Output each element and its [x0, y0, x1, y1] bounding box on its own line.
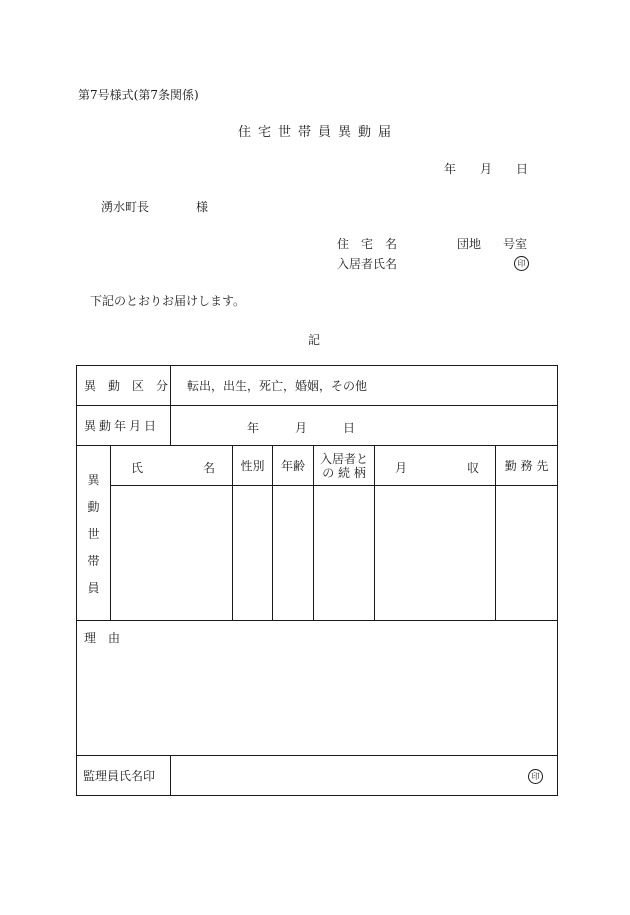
change-date-day: 日 [343, 421, 356, 435]
col-header-name [111, 446, 233, 486]
change-date-value-cell[interactable] [171, 406, 558, 446]
house-name-label: 住 宅 名 [337, 237, 398, 251]
members-vertical-label [77, 471, 110, 596]
members-header-row [77, 446, 558, 486]
form-title: 住宅世帯員異動届 [238, 125, 399, 140]
date-day: 日 [516, 162, 529, 176]
member-work-entry[interactable] [496, 486, 558, 621]
addressee-name: 湧水町長 [101, 200, 150, 214]
member-age-entry[interactable] [273, 486, 314, 621]
change-date-label: 異動年月日 [84, 419, 160, 433]
col-header-work [496, 446, 558, 486]
member-income-entry[interactable] [375, 486, 496, 621]
change-type-label: 異 動 区 分 [84, 379, 169, 393]
col-income-2: 収 [467, 461, 480, 475]
change-type-row [77, 366, 558, 406]
col-relation-2: の 続 柄 [322, 465, 366, 480]
member-relation-entry[interactable] [314, 486, 375, 621]
members-label-char: 員 [87, 580, 100, 595]
supervisor-row [77, 756, 558, 796]
addressee-honorific: 様 [196, 200, 209, 214]
col-header-income [375, 446, 496, 486]
date-year: 年 [444, 162, 457, 176]
members-entry-row [77, 486, 558, 621]
members-label-char: 世 [87, 526, 100, 541]
members-label-char: 動 [87, 499, 100, 514]
col-income-1: 月 [395, 461, 408, 475]
date-month: 月 [480, 162, 493, 176]
col-name-1: 氏 [131, 461, 144, 475]
reason-label: 理 由 [84, 631, 121, 645]
supervisor-seal-icon: 印 [528, 769, 543, 784]
change-form-table [76, 365, 558, 796]
change-type-label-cell [77, 366, 171, 406]
change-date-year: 年 [247, 421, 260, 435]
change-type-value-cell[interactable] [171, 366, 558, 406]
members-label-cell [77, 446, 111, 621]
change-date-month: 月 [295, 421, 308, 435]
supervisor-label-cell [77, 756, 171, 796]
members-label-char: 帯 [87, 553, 100, 568]
col-header-gender [233, 446, 273, 486]
resident-name-label: 入居者氏名 [337, 257, 398, 271]
members-label-char: 異 [87, 472, 100, 487]
reason-row [77, 621, 558, 756]
danchi-label: 団地 [457, 237, 482, 251]
col-header-relation [314, 446, 375, 486]
col-work: 勤 務 先 [504, 459, 549, 473]
ki-heading: 記 [308, 333, 321, 347]
supervisor-label: 監理員氏名印 [83, 769, 156, 783]
col-age: 年齢 [281, 459, 306, 473]
reason-cell[interactable] [77, 621, 558, 756]
room-label: 号室 [503, 237, 528, 251]
col-name-2: 名 [203, 461, 216, 475]
col-gender: 性別 [240, 459, 265, 473]
col-header-age [273, 446, 314, 486]
supervisor-value-cell[interactable] [171, 756, 558, 796]
col-relation-1: 入居者と [320, 451, 369, 466]
intro-text: 下記のとおりお届けします。 [90, 294, 246, 308]
member-gender-entry[interactable] [233, 486, 273, 621]
change-date-row [77, 406, 558, 446]
member-name-entry[interactable] [111, 486, 233, 621]
change-date-label-cell [77, 406, 171, 446]
applicant-seal-icon: 印 [514, 256, 529, 271]
change-type-options: 転出，出生，死亡，婚姻，その他 [187, 379, 368, 393]
form-number: 第7号様式(第7条関係) [78, 88, 199, 102]
